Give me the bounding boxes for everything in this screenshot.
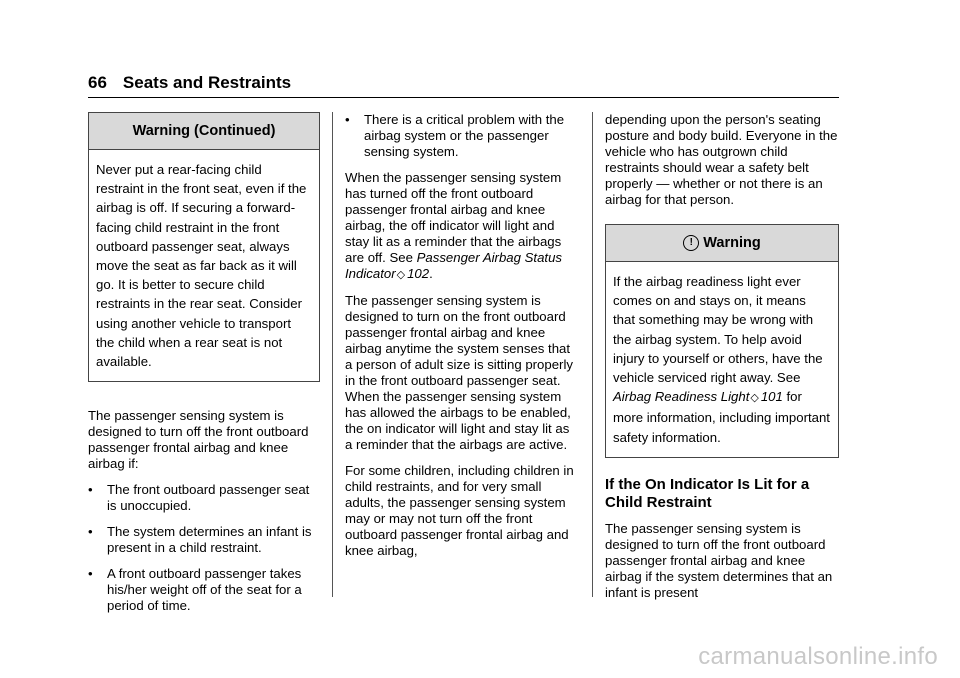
period: . [429,266,433,281]
paragraph: The passenger sensing system is designed to turn off the front outboard passenger frontal airbag and knee airbag if the system determines that an infant is present [605,520,833,600]
intro-paragraph: The passenger sensing system is designed to turn off the front outboard passenger frontal airbag and knee airbag if: [88,408,309,472]
list-item [88,482,320,514]
paragraph: The passenger sensing system is designed to turn on the front outboard passenger frontal airbag and knee airbag anytime the system senses that a person of adult size is sitting properly in the front outboard passenger seat. When the passenger sensing system has allowed the airbags to be enabled, the on indicator will light and stay lit as a reminder that the airbags are active. [345,293,573,452]
subheading: If the On Indicator Is Lit for a Child Restraint [605,475,810,511]
page-ref-icon: ◇ [750,392,759,405]
warning-icon: ! [683,235,699,251]
warning-box [605,224,839,458]
warning-text: Never put a rear-facing child restraint in the front seat, even if the airbag is off. If securing a forward-facing child restraint in the front outboard passenger seat, always move the seat as far back as it will go. It is better to secure child restraints in the rear seat. Consider using another vehicle to transport the child when a rear seat is not available. [96,162,307,370]
cross-reference-link[interactable]: Passenger Airbag Status Indicator [345,250,562,281]
bullet-icon: • [345,112,350,127]
list-item [88,524,320,556]
warning-title: Warning (Continued) [89,113,319,150]
header-rule [88,97,839,98]
page-number: 66 [88,73,107,92]
list-item-text: The system determines an infant is present in a child restraint. [107,524,312,556]
list-item-text: The front outboard passenger seat is unoccupied. [107,482,310,514]
list-item-text: A front outboard passenger takes his/her weight off of the seat for a period of time. [107,566,302,614]
column-divider [592,112,593,597]
column-1 [88,112,320,624]
warning-title-row [606,225,838,262]
warning-text-tail: for more information, including important safety information. [613,389,830,445]
list-item-text: There is a critical problem with the airbag system or the passenger sensing system. [364,112,565,159]
page-reference[interactable]: 101 [760,389,783,405]
list-item [345,112,580,160]
column-3 [605,112,839,611]
column-divider [332,112,333,597]
cross-reference-link[interactable]: Airbag Readiness Light [613,389,750,405]
warning-title: Warning [703,235,761,251]
warning-box-continued [88,112,320,382]
page-ref-icon: ◇ [396,269,406,281]
paragraph [345,170,580,283]
page-header [88,72,838,94]
watermark: carmanualsonline.info [698,643,938,670]
bullet-icon: • [88,524,93,540]
warning-text-main: If the airbag readiness light ever comes on and stays on, it means that something may be wrong with the airbag system. To help avoid injury to yourself or others, have the vehicle serviced right away. See [613,274,823,386]
warning-text [606,262,838,457]
list-item [88,566,320,614]
paragraph: depending upon the person's seating posture and body build. Everyone in the vehicle who has outgrown child restraints should wear a safety belt properly — whether or not there is an airbag for that person. [605,112,838,207]
page-reference[interactable]: 102 [407,266,430,281]
column-2 [345,112,580,569]
bullet-icon: • [88,482,93,498]
paragraph: For some children, including children in child restraints, and for very small adults, the passenger sensing system may or may not turn off the front outboard passenger frontal airbag and knee airbag, [345,463,574,558]
bullet-icon: • [88,566,93,582]
section-title: Seats and Restraints [122,73,292,92]
paragraph-text: When the passenger sensing system has turned off the front outboard passenger frontal airbag and knee airbag, the off indicator will light and stay lit as a reminder that the airbags are off. See [345,170,562,265]
